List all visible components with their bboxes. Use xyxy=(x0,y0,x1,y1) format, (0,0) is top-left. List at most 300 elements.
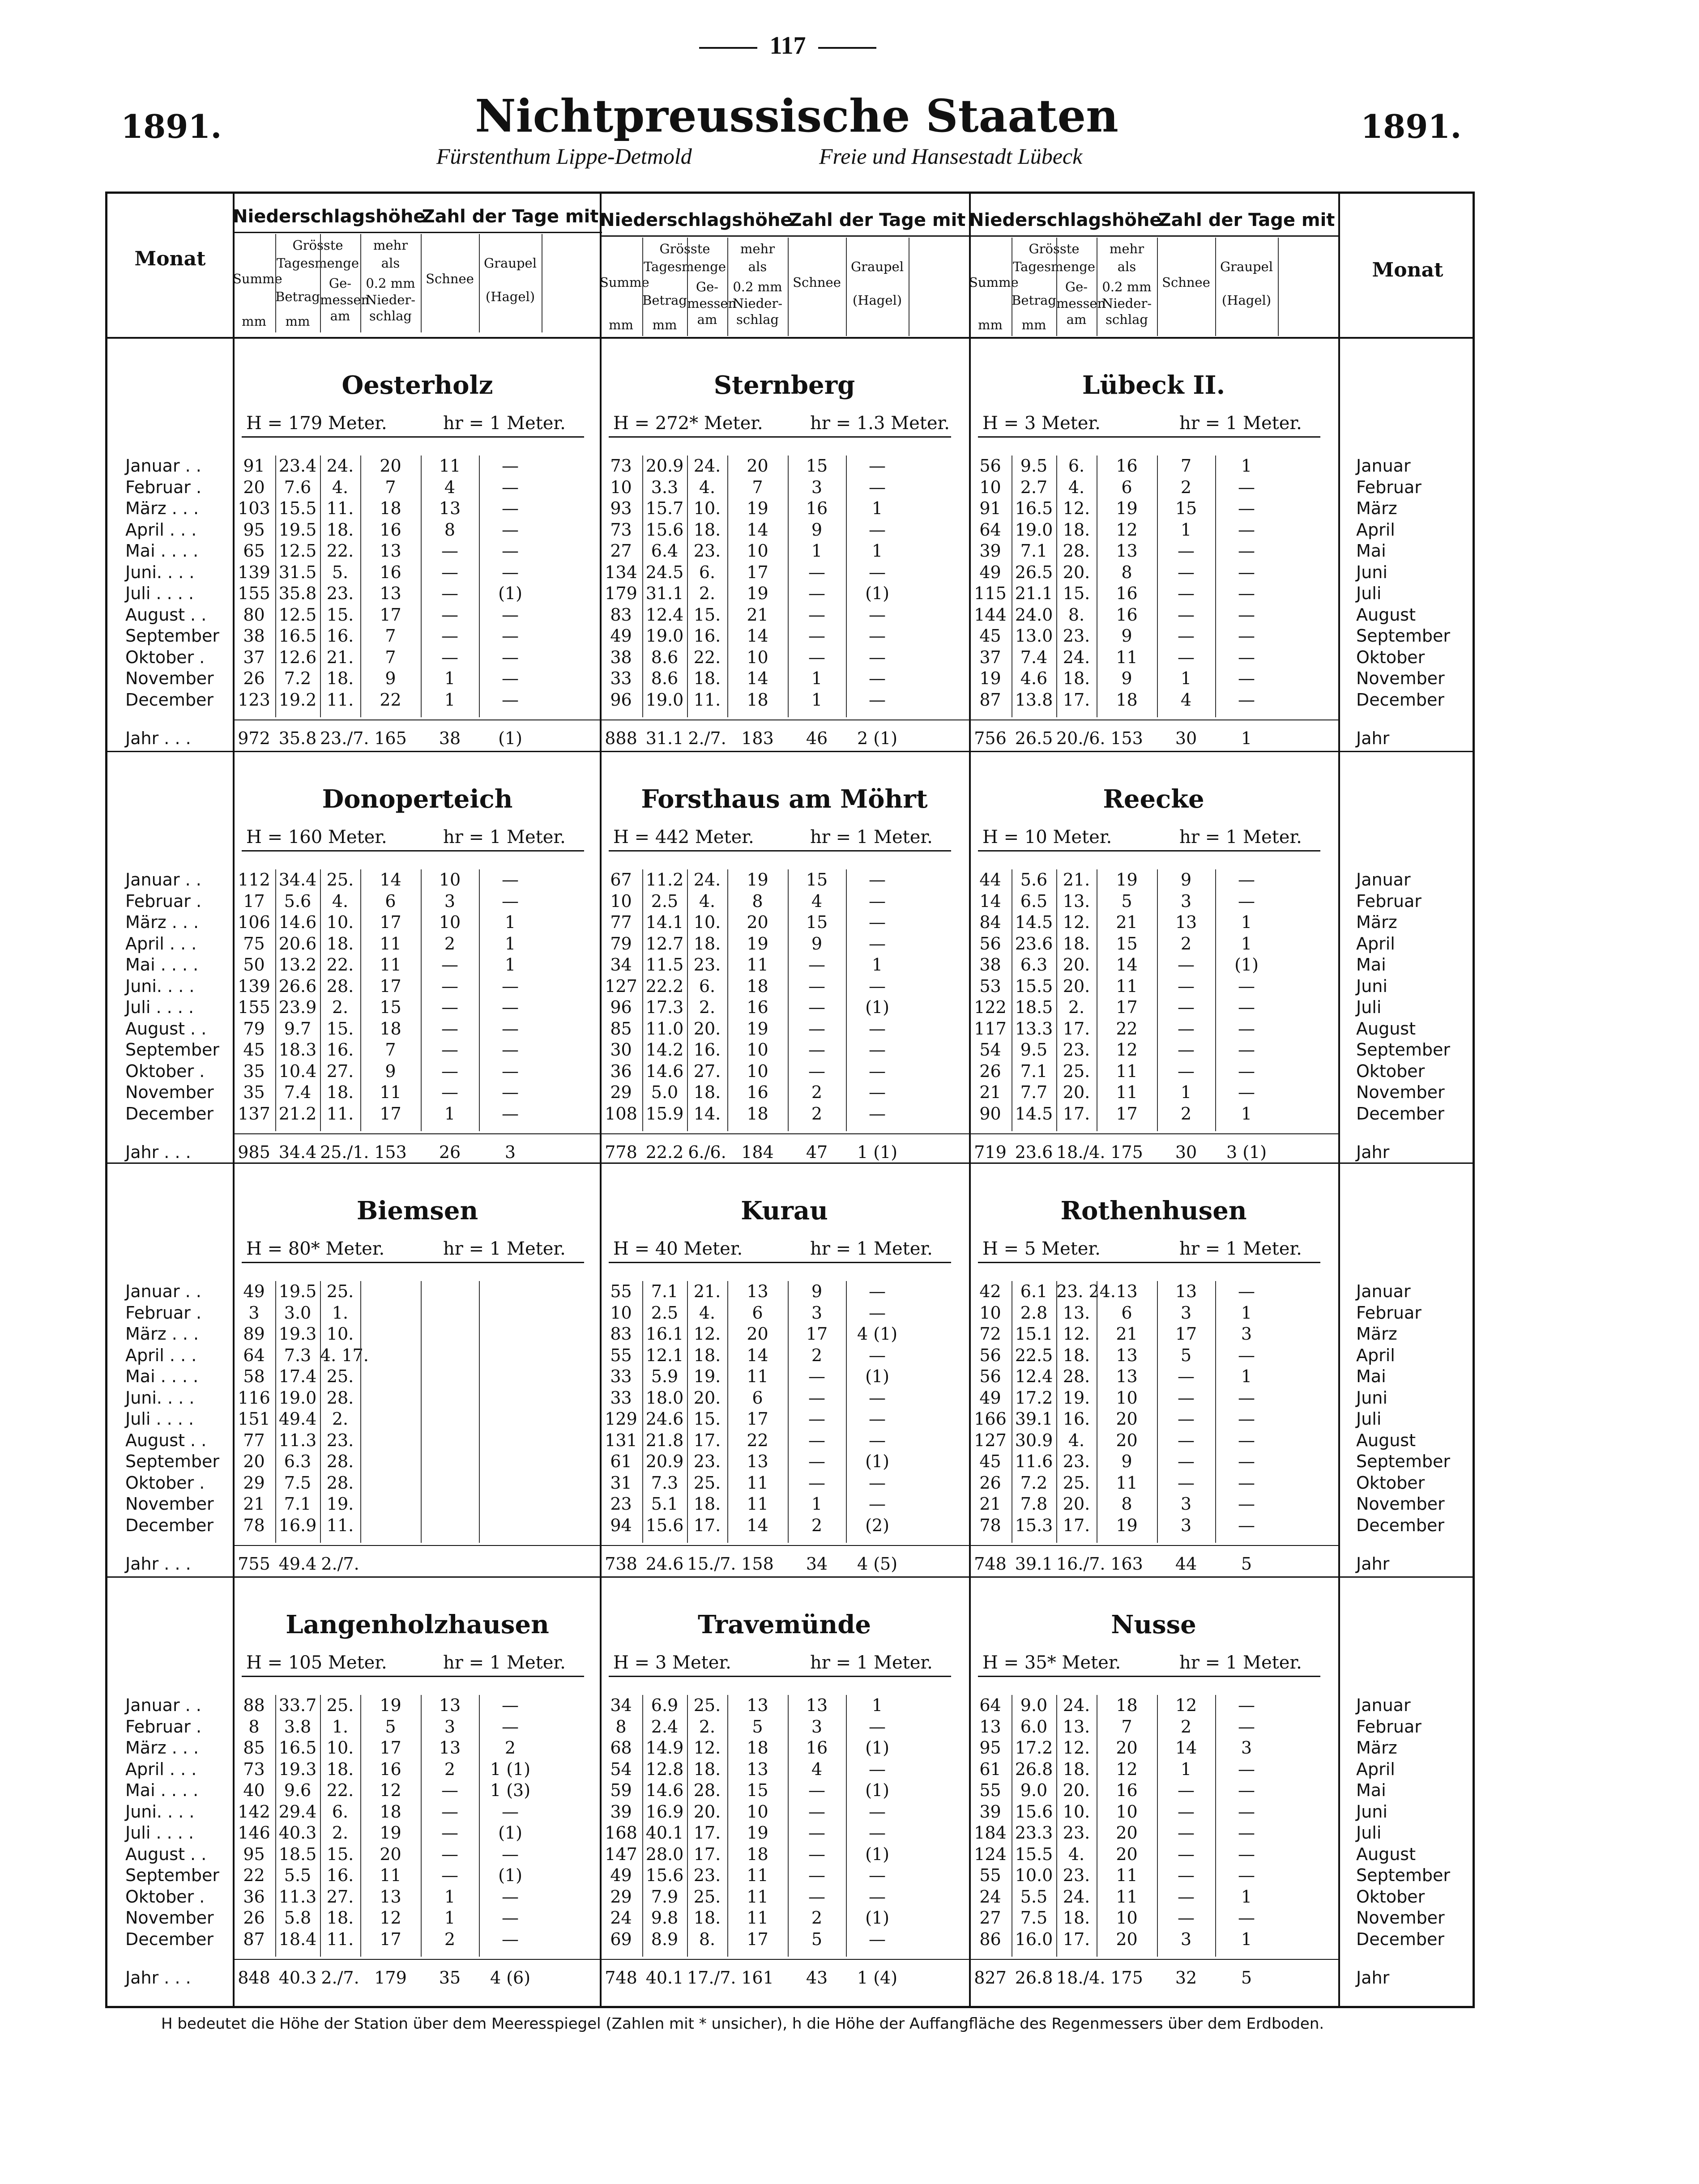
station-col-graupel: — — 2 1 (1) 1 (3) — (1) — (1) — — — xyxy=(490,1695,531,1949)
station-col-summe: 112 17 106 75 50 139 155 79 45 35 35 137 xyxy=(238,870,270,1124)
header-nieder: Nieder- xyxy=(365,292,416,307)
month-labels-left: Januar . . Februar . März . . . April . . . Mai . . . . Juni. . . . Juli . . . . August . . September Oktober . November December xyxy=(125,870,220,1124)
data-col-sep xyxy=(642,869,643,1131)
header-niederschlagshoehe: Niederschlagshöhe xyxy=(233,206,426,227)
station-col-summe: 88 8 85 73 40 142 146 95 22 36 26 87 xyxy=(238,1695,270,1949)
station-jahr-mehr: 183 xyxy=(741,728,774,748)
station-jahr-mehr: 184 xyxy=(741,1142,774,1162)
station-col-betrag: 9.0 6.0 17.2 26.8 9.0 15.6 23.3 15.5 10.0 5.5 7.5 16.0 xyxy=(1015,1695,1053,1949)
station-col-am: 24. 4. 10. 18. 23. 6. 2. 15. 16. 22. 18. 11. xyxy=(693,456,721,710)
station-jahr-schnee: 35 xyxy=(439,1968,461,1988)
station-col-am: 21. 13. 12. 18. 20. 20. 2. 17. 23. 25. 20. 17. xyxy=(1063,870,1090,1124)
station-col-am: 24. 4. 10. 18. 23. 6. 2. 20. 16. 27. 18. 14. xyxy=(693,870,721,1124)
station-jahr-betrag: 40.3 xyxy=(278,1968,317,1988)
station-col-betrag: 5.6 6.5 14.5 23.6 6.3 15.5 18.5 13.3 9.5 7.1 7.7 14.5 xyxy=(1015,870,1053,1124)
data-col-sep xyxy=(687,1695,688,1957)
station-height-hr: hr = 1 Meter. xyxy=(443,1239,566,1259)
station-col-summe: 55 10 83 55 33 33 129 131 61 31 23 94 xyxy=(605,1281,637,1535)
station-col-am: 25. 1. 10. 4. 17. 25. 28. 2. 23. 28. 28. 19. 11. xyxy=(320,1281,369,1535)
data-col-sep xyxy=(727,456,728,717)
data-col-sep xyxy=(360,1695,361,1957)
data-col-sep xyxy=(642,1281,643,1543)
station-height-h: H = 272* Meter. xyxy=(613,413,763,434)
page-number-dash-right xyxy=(818,47,876,49)
station-col-mehr: 20 7 19 14 10 17 19 21 14 10 14 18 xyxy=(747,456,768,710)
header-summe: Summe xyxy=(233,271,282,286)
data-col-sep xyxy=(1215,1695,1216,1957)
year-right: 1891. xyxy=(1361,107,1462,145)
station-info-underline xyxy=(978,436,1320,438)
data-col-sep xyxy=(360,1281,361,1543)
header-nieder: Nieder- xyxy=(1101,296,1152,311)
data-col-sep xyxy=(421,1281,422,1543)
station-name: Langenholzhausen xyxy=(286,1610,549,1639)
station-info-underline xyxy=(978,1262,1320,1263)
header-groesste: Grösste xyxy=(292,238,343,253)
station-height-h: H = 105 Meter. xyxy=(246,1652,387,1673)
header-mm-2: mm xyxy=(652,317,677,332)
station-jahr-summe: 972 xyxy=(238,728,270,748)
station-jahr-am: 18./4. xyxy=(1056,1968,1106,1988)
header-schnee: Schnee xyxy=(426,271,474,286)
header-groesste: Grösste xyxy=(1029,241,1080,256)
station-info-underline xyxy=(242,850,584,851)
station-col-graupel: — — — — — — (1) — — — — — xyxy=(498,456,522,710)
jahr-row-line xyxy=(600,1959,969,1960)
header-gemessen-3: am xyxy=(697,312,717,327)
station-jahr-betrag: 35.8 xyxy=(278,728,317,748)
station-jahr-betrag: 26.8 xyxy=(1015,1968,1053,1988)
station-jahr-am: 2./7. xyxy=(321,1968,359,1988)
station-col-am: 25. 1. 10. 18. 22. 6. 2. 15. 16. 27. 18. 11. xyxy=(326,1695,354,1949)
station-jahr-betrag: 24.6 xyxy=(645,1554,684,1574)
header-zahl-der-tage: Zahl der Tage mit xyxy=(789,210,966,230)
header-als: als xyxy=(1117,259,1136,274)
station-jahr-graupel: 5 xyxy=(1241,1554,1252,1574)
header-als: als xyxy=(381,255,400,271)
data-col-sep xyxy=(687,1281,688,1543)
data-col-sep xyxy=(421,456,422,717)
station-col-graupel: — — 3 — — — — — — 1 — 1 xyxy=(1238,1695,1255,1949)
header-tagesmenge: Tagesmenge xyxy=(643,259,726,274)
station-height-h: H = 442 Meter. xyxy=(613,827,754,847)
header-niederschlagshoehe: Niederschlagshöhe xyxy=(600,210,793,230)
data-col-sep xyxy=(687,869,688,1131)
header-mehr: mehr xyxy=(740,241,775,256)
data-col-sep xyxy=(1157,456,1158,717)
station-col-schnee xyxy=(421,1281,479,1515)
data-col-sep xyxy=(687,456,688,717)
data-col-sep xyxy=(1215,456,1216,717)
header-mm: mm xyxy=(242,314,266,329)
station-col-betrag: 23.4 7.6 15.5 19.5 12.5 31.5 35.8 12.5 16.5 12.6 7.2 19.2 xyxy=(278,456,317,710)
station-col-mehr: 16 6 19 12 13 8 16 16 9 11 9 18 xyxy=(1116,456,1138,710)
station-jahr-betrag: 34.4 xyxy=(278,1142,317,1162)
station-jahr-graupel: 3 (1) xyxy=(1226,1142,1267,1162)
station-jahr-graupel: 2 (1) xyxy=(857,728,898,748)
station-jahr-betrag: 40.1 xyxy=(645,1968,684,1988)
station-jahr-am: 2./7. xyxy=(321,1554,359,1574)
station-col-mehr: 14 6 17 11 11 17 15 18 7 9 11 17 xyxy=(380,870,401,1124)
station-height-hr: hr = 1 Meter. xyxy=(810,1239,933,1259)
station-col-betrag: 11.2 2.5 14.1 12.7 11.5 22.2 17.3 11.0 14.2 14.6 5.0 15.9 xyxy=(645,870,684,1124)
station-jahr-graupel: 4 (5) xyxy=(857,1554,898,1574)
header-schlag: schlag xyxy=(369,308,412,324)
station-col-graupel xyxy=(479,1281,542,1515)
data-col-sep xyxy=(1056,869,1057,1131)
data-col-sep xyxy=(727,1695,728,1957)
station-height-hr: hr = 1 Meter. xyxy=(443,1652,566,1673)
station-jahr-summe: 738 xyxy=(605,1554,637,1574)
station-col-graupel: — — 1 1 (1) — — — — — — 1 xyxy=(1234,870,1259,1124)
station-jahr-graupel: 1 (1) xyxy=(857,1142,898,1162)
header-hagel: (Hagel) xyxy=(1221,293,1272,308)
month-labels-right: Januar Februar März April Mai Juni Juli August September Oktober November December xyxy=(1356,870,1451,1124)
station-info-underline xyxy=(609,1262,951,1263)
station-col-graupel: — — 1 — 1 — (1) — — — — — xyxy=(865,456,889,710)
header-col-sep xyxy=(360,234,361,332)
station-jahr-am: 18./4. xyxy=(1056,1142,1106,1162)
station-col-graupel: — — 1 1 1 — — — — — — — xyxy=(502,870,519,1124)
data-col-sep xyxy=(727,1281,728,1543)
station-info-underline xyxy=(978,850,1320,851)
header-mm-2: mm xyxy=(285,314,310,329)
header-0-2mm: 0.2 mm xyxy=(1102,279,1152,294)
station-jahr-mehr: 175 xyxy=(1110,1142,1143,1162)
station-jahr-summe: 985 xyxy=(238,1142,270,1162)
station-jahr-graupel: 1 (4) xyxy=(857,1968,898,1988)
station-info-underline xyxy=(242,1262,584,1263)
station-col-graupel: 1 — — — — — — — — — — — xyxy=(1238,456,1255,710)
station-info-underline xyxy=(242,436,584,438)
station-height-h: H = 160 Meter. xyxy=(246,827,387,847)
jahr-label-left: Jahr . . . xyxy=(125,1554,191,1574)
header-gemessen: Ge- xyxy=(1065,279,1088,294)
data-col-sep xyxy=(642,1695,643,1957)
header-graupel: Graupel xyxy=(484,255,537,271)
station-col-am: 24. 4. 11. 18. 22. 5. 23. 15. 16. 21. 18. 11. xyxy=(326,456,354,710)
station-jahr-am: 20./6. xyxy=(1056,728,1106,748)
header-als: als xyxy=(748,259,767,274)
data-col-sep xyxy=(727,869,728,1131)
jahr-row-line xyxy=(600,1545,969,1546)
header-tagesmenge: Tagesmenge xyxy=(276,255,359,271)
station-col-betrag: 20.9 3.3 15.7 15.6 6.4 24.5 31.1 12.4 19.0 8.6 8.6 19.0 xyxy=(645,456,684,710)
data-col-sep xyxy=(1157,869,1158,1131)
station-jahr-summe: 827 xyxy=(974,1968,1007,1988)
station-col-am: 23. 24. 13. 12. 18. 28. 19. 16. 4. 23. 25. 20. 17. xyxy=(1056,1281,1116,1535)
station-height-hr: hr = 1 Meter. xyxy=(810,827,933,847)
station-height-h: H = 35* Meter. xyxy=(982,1652,1121,1673)
station-col-summe: 67 10 77 79 34 127 96 85 30 36 29 108 xyxy=(605,870,637,1124)
station-jahr-schnee: 43 xyxy=(806,1968,828,1988)
station-jahr-betrag: 31.1 xyxy=(645,728,684,748)
station-col-betrag: 33.7 3.8 16.5 19.3 9.6 29.4 40.3 18.5 5.5 11.3 5.8 18.4 xyxy=(278,1695,317,1949)
station-jahr-betrag: 26.5 xyxy=(1015,728,1053,748)
station-col-schnee: 12 2 14 1 — — — — — — — 3 xyxy=(1175,1695,1197,1949)
station-col-summe: 91 20 103 95 65 139 155 80 38 37 26 123 xyxy=(238,456,270,710)
header-col-sep xyxy=(1157,238,1158,336)
station-col-mehr: 13 5 18 13 15 10 19 18 11 11 11 17 xyxy=(747,1695,768,1949)
jahr-label-right: Jahr xyxy=(1356,1968,1390,1988)
station-jahr-schnee: 38 xyxy=(439,728,461,748)
station-height-hr: hr = 1 Meter. xyxy=(1179,1239,1302,1259)
header-col-sep xyxy=(421,234,422,332)
station-jahr-summe: 748 xyxy=(974,1554,1007,1574)
data-col-sep xyxy=(479,1695,480,1957)
jahr-label-right: Jahr xyxy=(1356,1554,1390,1574)
station-col-summe: 64 13 95 61 55 39 184 124 55 24 27 86 xyxy=(974,1695,1007,1949)
header-schnee: Schnee xyxy=(1162,275,1210,290)
month-labels-right: Januar Februar März April Mai Juni Juli August September Oktober November December xyxy=(1356,456,1451,710)
band-separator xyxy=(107,751,1473,752)
header-col-sep xyxy=(846,238,847,336)
station-jahr-schnee: 34 xyxy=(806,1554,828,1574)
station-col-am: 21. 4. 12. 18. 19. 20. 15. 17. 23. 25. 18. 17. xyxy=(693,1281,721,1535)
data-col-sep xyxy=(1157,1695,1158,1957)
station-height-hr: hr = 1.3 Meter. xyxy=(810,413,950,434)
station-col-mehr: 19 5 17 16 12 18 19 20 11 13 12 17 xyxy=(380,1695,401,1949)
header-col-sep xyxy=(275,234,276,332)
data-col-sep xyxy=(360,456,361,717)
header-top-underline xyxy=(969,235,1338,237)
table-divider xyxy=(1338,194,1340,2006)
station-info-underline xyxy=(609,1676,951,1677)
station-col-graupel: — — 4 (1) — (1) — — — (1) — — (2) xyxy=(857,1281,898,1535)
station-jahr-am: 6./6. xyxy=(688,1142,726,1162)
year-left: 1891. xyxy=(121,107,222,145)
header-schnee: Schnee xyxy=(793,275,841,290)
header-mm-2: mm xyxy=(1021,317,1046,332)
jahr-label-right: Jahr xyxy=(1356,1142,1390,1162)
subtitle-luebeck: Freie und Hansestadt Lübeck xyxy=(819,144,1083,169)
data-col-sep xyxy=(1215,1281,1216,1543)
station-col-schnee: 11 4 13 8 — — — — — — 1 1 xyxy=(439,456,461,710)
data-col-sep xyxy=(320,1695,321,1957)
data-col-sep xyxy=(1056,1695,1057,1957)
station-jahr-am: 25./1. xyxy=(320,1142,369,1162)
header-gemessen-3: am xyxy=(1066,312,1087,327)
station-jahr-am: 17./7. xyxy=(687,1968,736,1988)
station-info-underline xyxy=(242,1676,584,1677)
station-col-schnee: 13 3 16 4 — — — — — — 2 5 xyxy=(806,1695,828,1949)
station-col-summe: 42 10 72 56 56 49 166 127 45 26 21 78 xyxy=(974,1281,1007,1535)
station-jahr-schnee: 47 xyxy=(806,1142,828,1162)
header-col-sep xyxy=(788,238,789,336)
jahr-label-right: Jahr xyxy=(1356,728,1390,748)
data-col-sep xyxy=(479,1281,480,1543)
data-col-sep xyxy=(1215,869,1216,1131)
station-jahr-mehr: 161 xyxy=(741,1968,774,1988)
station-height-hr: hr = 1 Meter. xyxy=(1179,1652,1302,1673)
station-height-h: H = 3 Meter. xyxy=(613,1652,731,1673)
data-col-sep xyxy=(846,456,847,717)
station-col-mehr: 19 8 20 19 11 18 16 19 10 10 16 18 xyxy=(747,870,768,1124)
data-col-sep xyxy=(275,1695,276,1957)
station-col-mehr: 20 7 18 16 13 16 13 17 7 7 9 22 xyxy=(380,456,401,710)
station-col-schnee: 15 3 16 9 1 — — — — — 1 1 xyxy=(806,456,828,710)
header-mehr: mehr xyxy=(1109,241,1144,256)
header-bottom-line xyxy=(107,337,1473,339)
station-col-betrag: 7.1 2.5 16.1 12.1 5.9 18.0 24.6 21.8 20.9 7.3 5.1 15.6 xyxy=(645,1281,684,1535)
station-col-betrag: 6.1 2.8 15.1 22.5 12.4 17.2 39.1 30.9 11.6 7.2 7.8 15.3 xyxy=(1015,1281,1053,1535)
data-col-sep xyxy=(1056,456,1057,717)
data-col-sep xyxy=(479,869,480,1131)
station-height-hr: hr = 1 Meter. xyxy=(443,413,566,434)
station-jahr-am: 2./7. xyxy=(688,728,726,748)
header-gemessen-2: messen xyxy=(687,296,737,311)
subtitle-lippe: Fürstenthum Lippe-Detmold xyxy=(436,144,692,169)
station-height-hr: hr = 1 Meter. xyxy=(1179,827,1302,847)
station-col-mehr: 13 6 20 14 11 6 17 22 13 11 11 14 xyxy=(747,1281,768,1535)
header-mm: mm xyxy=(978,317,1003,332)
data-col-sep xyxy=(421,1695,422,1957)
header-gemessen-2: messen xyxy=(320,292,370,307)
station-jahr-schnee: 30 xyxy=(1175,1142,1197,1162)
station-jahr-betrag: 39.1 xyxy=(1015,1554,1053,1574)
data-col-sep xyxy=(788,1281,789,1543)
header-0-2mm: 0.2 mm xyxy=(366,276,415,291)
station-jahr-graupel: 4 (6) xyxy=(490,1968,531,1988)
jahr-row-line xyxy=(600,1133,969,1134)
station-jahr-summe: 719 xyxy=(974,1142,1007,1162)
station-col-schnee: 15 4 15 9 — — — — — — 2 2 xyxy=(806,870,828,1124)
header-col-sep xyxy=(642,238,643,336)
station-height-h: H = 179 Meter. xyxy=(246,413,387,434)
band-separator xyxy=(107,1162,1473,1164)
header-graupel: Graupel xyxy=(1220,259,1273,274)
station-col-summe: 49 3 89 64 58 116 151 77 20 29 21 78 xyxy=(238,1281,270,1535)
data-col-sep xyxy=(642,456,643,717)
header-schlag: schlag xyxy=(1106,312,1148,327)
header-top-underline xyxy=(233,232,602,233)
header-hagel: (Hagel) xyxy=(852,293,902,308)
station-jahr-schnee: 46 xyxy=(806,728,828,748)
station-info-underline xyxy=(609,436,951,438)
month-labels-left: Januar . . Februar . März . . . April . . . Mai . . . . Juni. . . . Juli . . . . August . . September Oktober . November December xyxy=(125,456,220,710)
header-graupel: Graupel xyxy=(851,259,904,274)
data-col-sep xyxy=(846,1281,847,1543)
jahr-row-line xyxy=(233,1959,602,1960)
header-col-sep xyxy=(1278,238,1279,336)
jahr-row-line xyxy=(969,1545,1338,1546)
station-name: Nusse xyxy=(1111,1610,1196,1639)
header-tagesmenge: Tagesmenge xyxy=(1012,259,1096,274)
station-col-betrag: 19.5 3.0 19.3 7.3 17.4 19.0 49.4 11.3 6.3 7.5 7.1 16.9 xyxy=(278,1281,317,1535)
header-col-sep xyxy=(687,238,688,336)
header-0-2mm: 0.2 mm xyxy=(733,279,782,294)
station-col-betrag: 6.9 2.4 14.9 12.8 14.6 16.9 40.1 28.0 15.6 7.9 9.8 8.9 xyxy=(645,1695,684,1949)
month-labels-right: Januar Februar März April Mai Juni Juli August September Oktober November December xyxy=(1356,1695,1451,1949)
page-number xyxy=(671,31,904,60)
station-jahr-am: 23./7. xyxy=(320,728,369,748)
station-col-am: 6. 4. 12. 18. 28. 20. 15. 8. 23. 24. 18. 17. xyxy=(1063,456,1090,710)
header-col-sep xyxy=(1215,238,1216,336)
station-col-am: 25. 2. 12. 18. 28. 20. 17. 17. 23. 25. 18. 8. xyxy=(693,1695,721,1949)
station-col-betrag: 34.4 5.6 14.6 20.6 13.2 26.6 23.9 9.7 18.3 10.4 7.4 21.2 xyxy=(278,870,317,1124)
station-info-underline xyxy=(978,1676,1320,1677)
station-jahr-mehr: 153 xyxy=(1110,728,1143,748)
station-col-schnee: 10 3 10 2 — — — — — — — 1 xyxy=(439,870,461,1124)
station-col-mehr: 18 7 20 12 16 10 20 20 11 11 10 20 xyxy=(1116,1695,1138,1949)
station-jahr-schnee: 44 xyxy=(1175,1554,1197,1574)
header-col-sep xyxy=(727,238,728,336)
station-col-am: 25. 4. 10. 18. 22. 28. 2. 15. 16. 27. 18. 11. xyxy=(326,870,354,1124)
station-jahr-graupel: 5 xyxy=(1241,1968,1252,1988)
station-height-h: H = 80* Meter. xyxy=(246,1239,385,1259)
header-nieder: Nieder- xyxy=(732,296,783,311)
jahr-label-left: Jahr . . . xyxy=(125,728,191,748)
data-col-sep xyxy=(275,869,276,1131)
header-mm: mm xyxy=(609,317,633,332)
jahr-label-left: Jahr . . . xyxy=(125,1968,191,1988)
station-jahr-mehr: 153 xyxy=(374,1142,407,1162)
station-col-schnee: 13 3 17 5 — — — — — — 3 3 xyxy=(1175,1281,1197,1535)
jahr-row-line xyxy=(233,1545,602,1546)
station-col-am: 24. 13. 12. 18. 20. 10. 23. 4. 23. 24. 18. 17. xyxy=(1063,1695,1090,1949)
header-gemessen: Ge- xyxy=(696,279,719,294)
station-name: Forsthaus am Möhrt xyxy=(641,784,928,814)
station-col-summe: 73 10 93 73 27 134 179 83 49 38 33 96 xyxy=(605,456,637,710)
month-labels-left: Januar . . Februar . März . . . April . . . Mai . . . . Juni. . . . Juli . . . . August . . September Oktober . November December xyxy=(125,1281,220,1535)
station-jahr-mehr: 175 xyxy=(1110,1968,1143,1988)
station-name: Oesterholz xyxy=(342,370,493,400)
data-col-sep xyxy=(788,1695,789,1957)
station-height-h: H = 10 Meter. xyxy=(982,827,1112,847)
jahr-row-line xyxy=(969,719,1338,720)
data-col-sep xyxy=(320,869,321,1131)
monat-header-left: Monat xyxy=(134,247,206,270)
data-col-sep xyxy=(275,1281,276,1543)
station-col-summe: 34 8 68 54 59 39 168 147 49 29 24 69 xyxy=(605,1695,637,1949)
station-height-h: H = 40 Meter. xyxy=(613,1239,743,1259)
station-jahr-graupel: 1 xyxy=(1241,728,1252,748)
band-separator xyxy=(107,1576,1473,1578)
station-jahr-mehr: 158 xyxy=(741,1554,774,1574)
station-col-graupel: — — — — 1 — (1) — — — — — xyxy=(865,870,889,1124)
header-zahl-der-tage: Zahl der Tage mit xyxy=(1158,210,1335,230)
station-name: Sternberg xyxy=(713,370,855,400)
station-name: Reecke xyxy=(1103,784,1204,814)
station-jahr-graupel: (1) xyxy=(498,728,522,748)
data-col-sep xyxy=(788,456,789,717)
data-col-sep xyxy=(320,1281,321,1543)
station-jahr-summe: 778 xyxy=(605,1142,637,1162)
station-name: Biemsen xyxy=(356,1196,478,1226)
station-name: Lübeck II. xyxy=(1082,370,1225,400)
header-betrag: Betrag xyxy=(1012,293,1056,308)
data-col-sep xyxy=(275,456,276,717)
station-col-schnee: 7 2 15 1 — — — — — — 1 4 xyxy=(1175,456,1197,710)
page-number-dash-left xyxy=(699,47,757,49)
station-col-summe: 44 14 84 56 38 53 122 117 54 26 21 90 xyxy=(974,870,1007,1124)
station-height-hr: hr = 1 Meter. xyxy=(810,1652,933,1673)
station-height-hr: hr = 1 Meter. xyxy=(443,827,566,847)
station-jahr-summe: 748 xyxy=(605,1968,637,1988)
station-col-graupel: 1 — (1) — (1) — — (1) — — (1) — xyxy=(865,1695,889,1949)
station-jahr-schnee: 32 xyxy=(1175,1968,1197,1988)
header-zahl-der-tage: Zahl der Tage mit xyxy=(422,206,599,227)
header-top-underline xyxy=(600,235,969,237)
header-betrag: Betrag xyxy=(642,293,687,308)
data-col-sep xyxy=(360,869,361,1131)
header-hagel: (Hagel) xyxy=(485,289,535,304)
station-jahr-summe: 888 xyxy=(605,728,637,748)
station-height-h: H = 5 Meter. xyxy=(982,1239,1101,1259)
header-niederschlagshoehe: Niederschlagshöhe xyxy=(969,210,1162,230)
header-gemessen-2: messen xyxy=(1056,296,1106,311)
station-jahr-summe: 848 xyxy=(238,1968,270,1988)
